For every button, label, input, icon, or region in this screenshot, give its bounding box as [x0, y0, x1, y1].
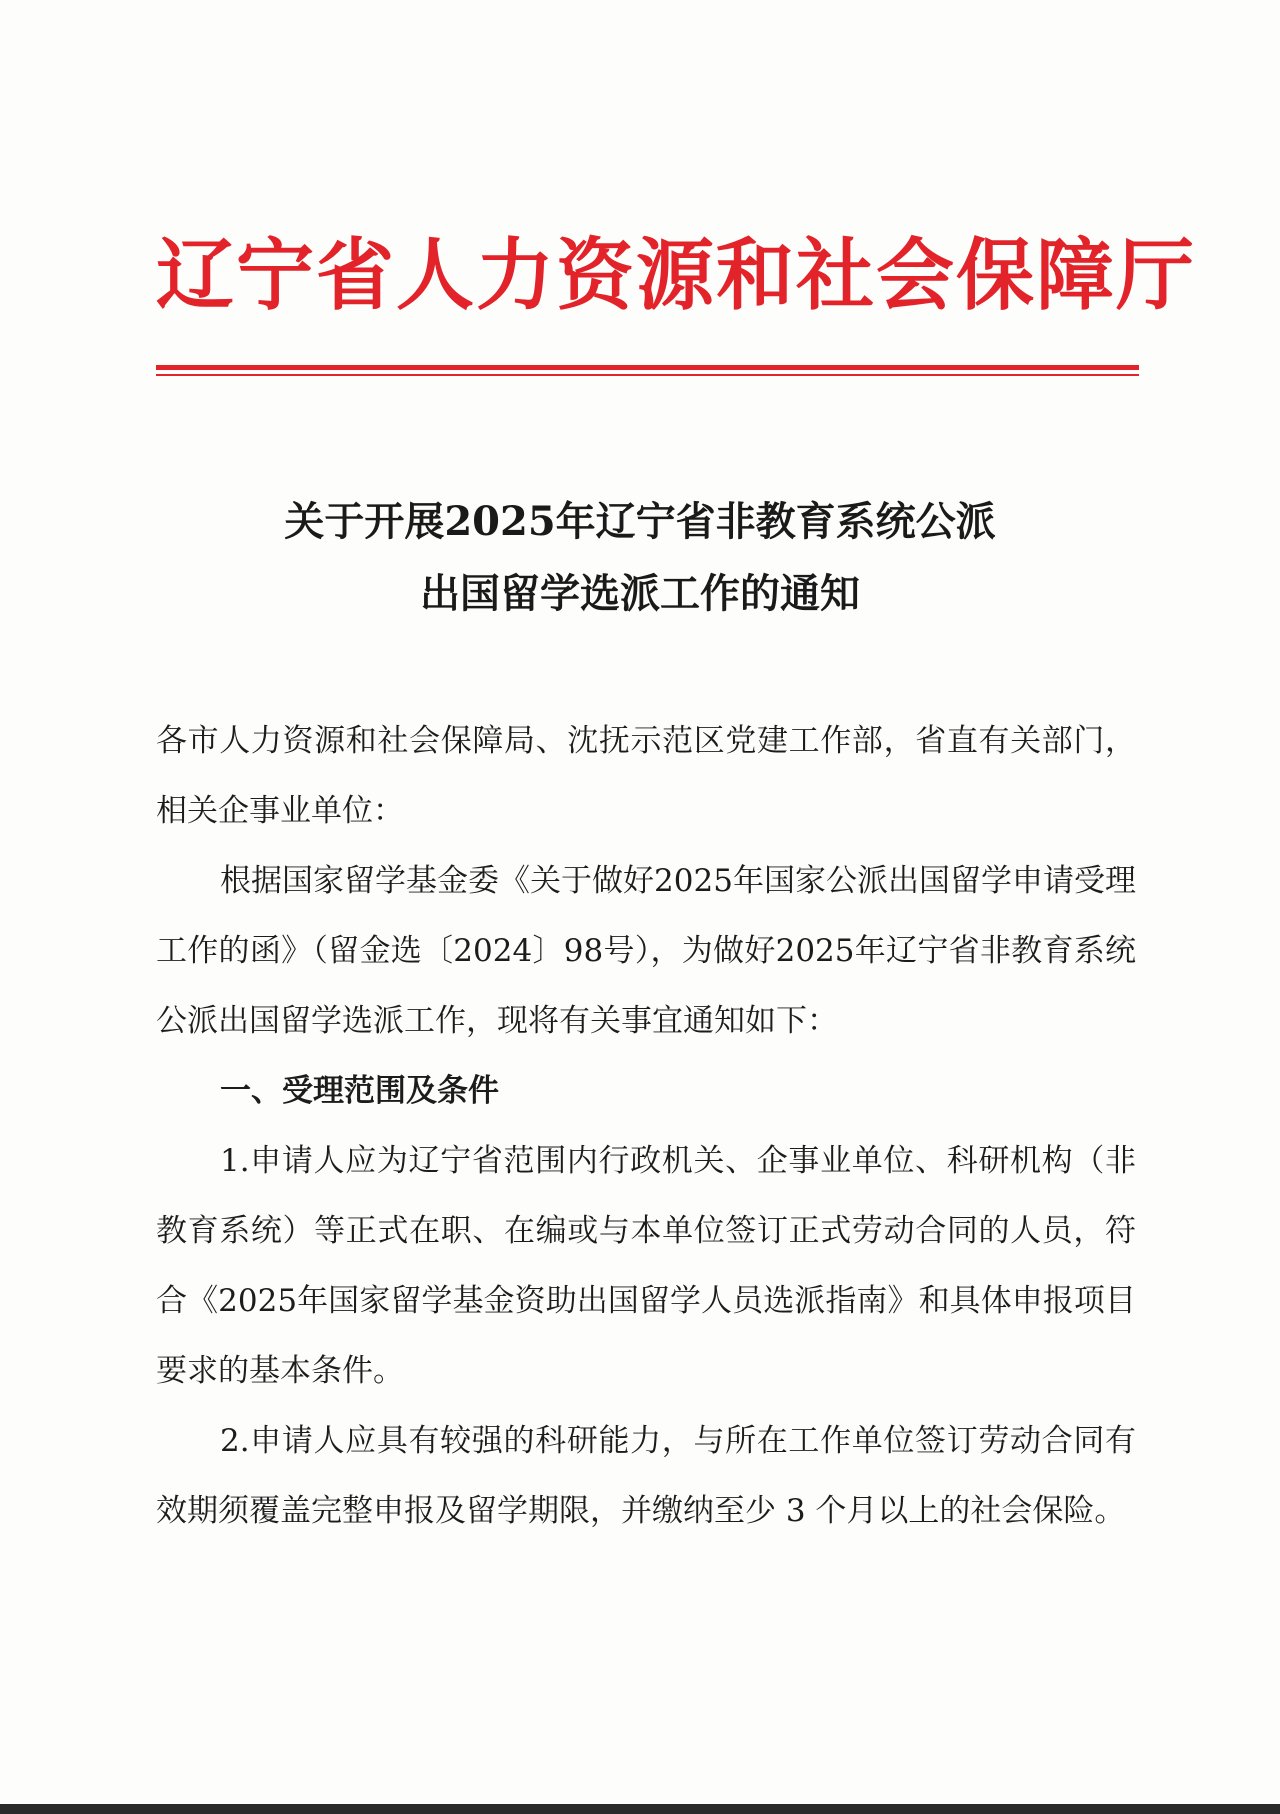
intro-paragraph: 根据国家留学基金委《关于做好2025年国家公派出国留学申请受理工作的函》（留金选〔2024〕98号），为做好2025年辽宁省非教育系统公派出国留学选派工作，现将有关事宜通知如下： [156, 863, 1136, 1039]
section-1-item-1: 1.申请人应为辽宁省范围内行政机关、企事业单位、科研机构（非教育系统）等正式在职、在编或与本单位签订正式劳动合同的人员，符合《2025年国家留学基金资助出国留学人员选派指南》和具体申报项目要求的基本条件。 [156, 1143, 1136, 1389]
red-divider-line-thin [156, 374, 1139, 376]
document-title-line-1: 关于开展2025年辽宁省非教育系统公派 [284, 498, 996, 545]
document-title [150, 486, 1130, 630]
document-title-line-2: 出国留学选派工作的通知 [420, 570, 860, 617]
scan-bottom-edge [0, 1804, 1280, 1814]
issuer-header: 辽宁省人力资源和社会保障厅 [156, 230, 1197, 321]
section-1-heading: 一、受理范围及条件 [220, 1073, 499, 1109]
document-body [156, 706, 1136, 1546]
red-divider-line [156, 365, 1139, 370]
section-1-item-2: 2.申请人应具有较强的科研能力，与所在工作单位签订劳动合同有效期须覆盖完整申报及留学期限，并缴纳至少 3 个月以上的社会保险。 [156, 1423, 1136, 1529]
salutation: 各市人力资源和社会保障局、沈抚示范区党建工作部，省直有关部门，相关企事业单位： [156, 723, 1136, 829]
